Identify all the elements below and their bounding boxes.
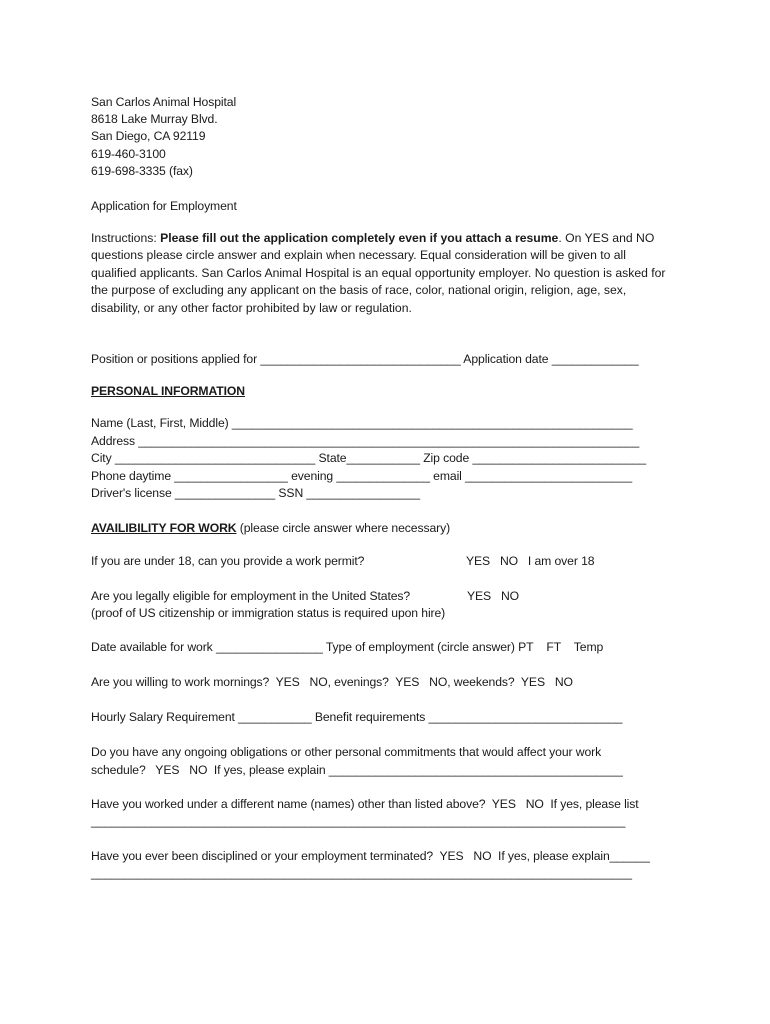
eligibility-options[interactable]: YES NO	[467, 589, 520, 603]
city-state-zip-field[interactable]: City ______________________________ State___________ Zip code __________________________	[91, 451, 647, 465]
personal-info-heading: PERSONAL INFORMATION	[91, 384, 245, 398]
address-field[interactable]: Address ___________________________________________________________________________	[91, 434, 640, 448]
other-names-answer-line[interactable]: ________________________________________________________________________________	[91, 814, 626, 828]
date-available-field[interactable]: Date available for work ________________ Type of employment (circle answer) PT FT Temp	[91, 640, 604, 654]
name-field[interactable]: Name (Last, First, Middle) ____________________________________________________________	[91, 416, 633, 430]
position-applied-field[interactable]: Position or positions applied for ______________________________ Application date _____________	[91, 352, 639, 366]
work-permit-question: If you are under 18, can you provide a work permit?	[91, 554, 365, 568]
availability-note: (please circle answer where necessary)	[236, 521, 451, 535]
instructions-body: . On YES and NO questions please circle answer and explain when necessary. Equal consideration will be given to all qualified applicants. San Carlos Animal Hospital is an equal opportunity employer. No question is asked for the purpose of excluding any applicant on the basis of race, color, national origin, religion, age, sex, disability, or any other factor prohibited by law or regulation.	[91, 231, 666, 315]
instructions-emphasis: Please fill out the application completely even if you attach a resume	[160, 231, 559, 245]
form-title: Application for Employment	[91, 199, 237, 213]
license-ssn-field[interactable]: Driver's license _______________ SSN _________________	[91, 486, 420, 500]
obligations-question: Do you have any ongoing obligations or other personal commitments that would affect your work	[91, 745, 602, 759]
discipline-question[interactable]: Have you ever been disciplined or your employment terminated? YES NO If yes, please explain______	[91, 849, 650, 863]
instructions-label: Instructions:	[91, 231, 161, 245]
salary-benefits-field[interactable]: Hourly Salary Requirement ___________ Benefit requirements _____________________________	[91, 710, 623, 724]
hospital-street: 8618 Lake Murray Blvd.	[91, 112, 218, 126]
phone-email-field[interactable]: Phone daytime _________________ evening ______________ email _________________________	[91, 469, 633, 483]
discipline-answer-line[interactable]: _________________________________________________________________________________	[91, 866, 632, 880]
availability-heading-line	[91, 520, 450, 537]
hospital-phone: 619-460-3100	[91, 147, 166, 161]
availability-heading: AVAILIBILITY FOR WORK	[91, 521, 237, 535]
hospital-city: San Diego, CA 92119	[91, 129, 206, 143]
other-names-question[interactable]: Have you worked under a different name (names) other than listed above? YES NO If yes, please list	[91, 797, 639, 811]
obligations-answer[interactable]: schedule? YES NO If yes, please explain ____________________________________________	[91, 763, 623, 777]
instructions-paragraph	[91, 230, 671, 317]
work-permit-options[interactable]: YES NO I am over 18	[466, 554, 595, 568]
eligibility-question: Are you legally eligible for employment in the United States?	[91, 589, 411, 603]
hospital-fax: 619-698-3335 (fax)	[91, 164, 193, 178]
shifts-question[interactable]: Are you willing to work mornings? YES NO, evenings? YES NO, weekends? YES NO	[91, 675, 573, 689]
eligibility-note: (proof of US citizenship or immigration status is required upon hire)	[91, 606, 446, 620]
hospital-name: San Carlos Animal Hospital	[91, 95, 237, 109]
